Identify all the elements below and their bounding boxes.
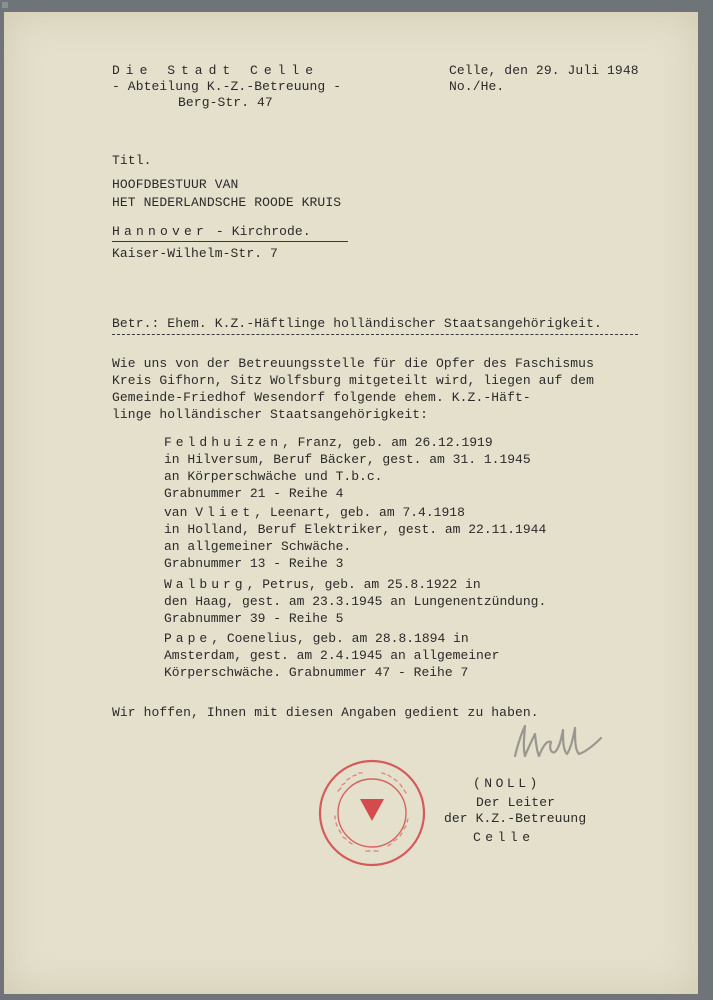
official-stamp — [316, 757, 428, 869]
entry-2-surname: Vliet — [195, 505, 255, 520]
intro-line-1: Wie uns von der Betreuungsstelle für die Opfer des Faschismus — [112, 356, 594, 371]
subject-line: Betr.: Ehem. K.Z.-Häftlinge holländischer Staatsangehörigkeit. — [112, 316, 602, 331]
entry-3-surname: Walburg — [164, 577, 247, 592]
letter-page — [4, 12, 698, 994]
entry-4-line-1 — [164, 630, 469, 647]
recipient-org-line1: HOOFDBESTUUR VAN — [112, 177, 239, 192]
sender-street: Berg-Str. 47 — [178, 95, 273, 110]
entry-3-line-1 — [164, 576, 481, 593]
entry-3-given: , Petrus, geb. am 25.8.1922 in — [246, 577, 481, 592]
intro-line-2: Kreis Gifhorn, Sitz Wolfsburg mitgeteilt wird, liegen auf dem — [112, 373, 594, 388]
signatory-title-2: der K.Z.-Betreuung — [444, 811, 587, 826]
recipient-city — [112, 223, 311, 240]
entry-1-grave: Grabnummer 21 - Reihe 4 — [164, 486, 344, 501]
sender-department: - Abteilung K.-Z.-Betreuung - — [112, 79, 342, 94]
entry-1-given: , Franz, geb. am 26.12.1919 — [282, 435, 493, 450]
entry-2-line-3: an allgemeiner Schwäche. — [164, 539, 352, 554]
closing-sentence: Wir hoffen, Ihnen mit diesen Angaben gedient zu haben. — [112, 705, 539, 720]
entry-1-line-1 — [164, 434, 493, 451]
recipient-salutation: Titl. — [112, 153, 152, 168]
city-underline — [112, 241, 348, 242]
entry-4-line-3: Körperschwäche. Grabnummer 47 - Reihe 7 — [164, 665, 469, 680]
entry-2-prefix: van — [164, 505, 196, 520]
entry-4-line-2: Amsterdam, gest. am 2.4.1945 an allgemeiner — [164, 648, 500, 663]
signatory-place: Celle — [473, 830, 535, 845]
intro-line-4: linge holländischer Staatsangehörigkeit: — [112, 407, 429, 422]
entry-2-grave: Grabnummer 13 - Reihe 3 — [164, 556, 344, 571]
scan-corner-mark — [2, 2, 8, 8]
entry-1-line-2: in Hilversum, Beruf Bäcker, gest. am 31. 1.1945 — [164, 452, 531, 467]
subject-underline — [112, 334, 638, 335]
intro-line-3: Gemeinde-Friedhof Wesendorf folgende ehem. K.Z.-Häft- — [112, 390, 531, 405]
entry-2-line-2: in Holland, Beruf Elektriker, gest. am 22.11.1944 — [164, 522, 547, 537]
entry-2-line-1 — [164, 504, 465, 521]
recipient-org-line2: HET NEDERLANDSCHE ROODE KRUIS — [112, 195, 342, 210]
signatory-title-1: Der Leiter — [476, 795, 556, 810]
entry-4-surname: Pape — [164, 631, 212, 646]
recipient-city-name: Hannover — [112, 224, 209, 239]
recipient-street: Kaiser-Wilhelm-Str. 7 — [112, 246, 278, 261]
recipient-city-district: - Kirchrode. — [215, 224, 311, 239]
entry-1-surname: Feldhuizen — [164, 435, 283, 450]
entry-2-given: , Leenart, geb. am 7.4.1918 — [254, 505, 465, 520]
sender-name: Die Stadt Celle — [112, 63, 320, 78]
handwritten-signature — [509, 712, 609, 772]
entry-4-given: , Coenelius, geb. am 28.8.1894 in — [211, 631, 469, 646]
entry-3-grave: Grabnummer 39 - Reihe 5 — [164, 611, 344, 626]
reference-number: No./He. — [449, 79, 505, 94]
entry-1-line-3: an Körperschwäche und T.b.c. — [164, 469, 383, 484]
entry-3-line-2: den Haag, gest. am 23.3.1945 an Lungenentzündung. — [164, 594, 547, 609]
signatory-name: (NOLL) — [473, 776, 541, 791]
letter-date: Celle, den 29. Juli 1948 — [449, 63, 639, 78]
